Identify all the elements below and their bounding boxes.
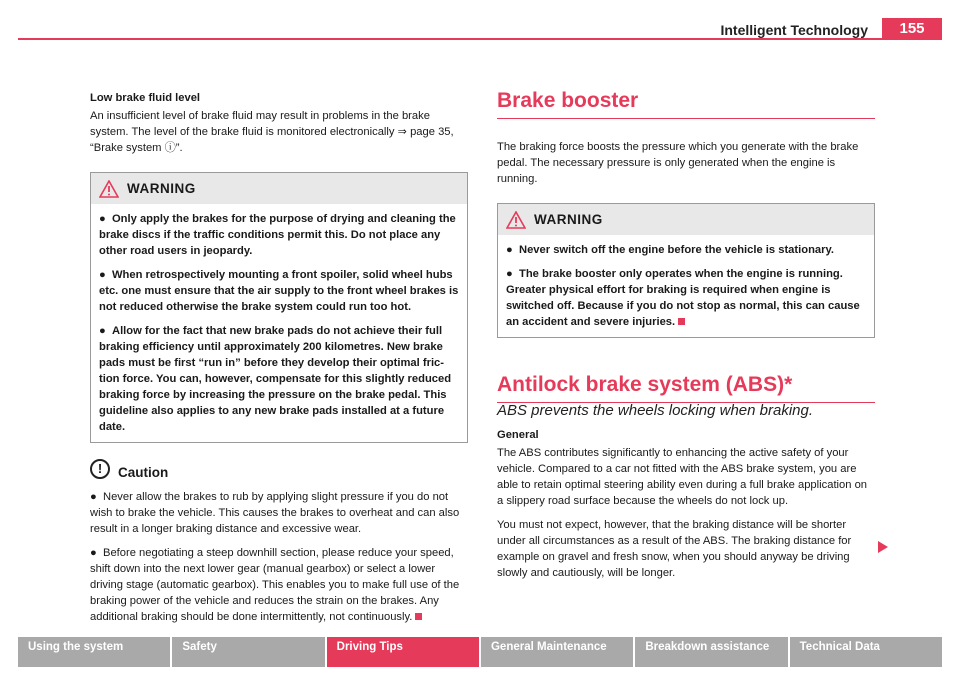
warning-box-left xyxy=(90,172,468,443)
caution-item: ● Before negotiating a steep downhill section, please reduce your speed, shift down into the next lower gear (manual gearbox) or select a lower driving stage (automatic gearbox). This enables you to make full use of the braking power of the vehicle and reduces the strain on the brakes. Any additional braking should be done intermittently, not continuously. xyxy=(90,547,460,623)
tab-general-maintenance[interactable]: General Maintenance xyxy=(481,637,633,667)
general-paragraph: You must not expect, however, that the braking distance will be shorter under all circumstances as a result of the ABS. The braking distance for example on gravel and fresh snow, when you should anyway be driving slowly and cautiously, will be longer. xyxy=(497,519,852,579)
warning-triangle-icon xyxy=(99,180,119,198)
bottom-nav xyxy=(18,637,942,667)
warning-header xyxy=(498,204,874,235)
general-paragraph: The ABS contributes significantly to enhancing the active safety of your vehicle. Compared to a car not fitted with the ABS brake system, you are able to retain optimal steering ability even during a full brake application on a slippery road surface because the wheels do not lock up. xyxy=(497,447,868,507)
warning-triangle-icon xyxy=(506,211,526,229)
low-fluid-text: An insufficient level of brake fluid may result in problems in the brake system. The level of the brake fluid is monitored electronically ⇒ page 35, “Brake system ⓘ”. xyxy=(90,110,454,154)
tab-using-the-system[interactable]: Using the system xyxy=(18,637,170,667)
next-page-arrow-icon[interactable] xyxy=(877,540,889,554)
caution-title: Caution xyxy=(118,465,169,480)
warning-header xyxy=(91,173,467,204)
warning-title: WARNING xyxy=(127,181,196,196)
end-of-section-icon xyxy=(415,613,422,620)
left-column xyxy=(90,90,468,633)
warning-item: ● Allow for the fact that new brake pads do not achieve their full braking efficiency until approximately 200 kilometres. New brake pads must be first “run in” before they develop their optimal fric- tion force. You can, however, compensate for this slightly reduced braking force by increasing the pressure on the brake pedal. This guideline also applies to any new brake pads installed at a future date. xyxy=(99,325,452,433)
page-number: 155 xyxy=(882,18,942,40)
caution-item: ● Never allow the brakes to rub by applying slight pressure if you do not wish to brake the vehicle. This causes the brakes to overheat and can also result in a longer braking distance and excessive wear. xyxy=(90,491,460,535)
warning-box-right xyxy=(497,203,875,338)
abs-subtitle: ABS prevents the wheels locking when braking. xyxy=(497,402,814,419)
general-heading: General xyxy=(497,429,539,441)
warning-item: ● Only apply the brakes for the purpose of drying and cleaning the brake discs if the traffic conditions permit this. Do not place any other road users in jeopardy. xyxy=(99,213,456,257)
caution-exclamation-icon: ! xyxy=(90,459,110,479)
section-title-brake-booster: Brake booster xyxy=(497,90,875,119)
booster-text: The braking force boosts the pressure which you generate with the brake pedal. The necessary pressure is only generated when the engine is running. xyxy=(497,141,859,185)
tab-safety[interactable]: Safety xyxy=(172,637,324,667)
tab-breakdown-assistance[interactable]: Breakdown assistance xyxy=(635,637,787,667)
tab-driving-tips[interactable]: Driving Tips xyxy=(327,637,479,667)
page-title: Intelligent Technology xyxy=(720,22,868,38)
tab-technical-data[interactable]: Technical Data xyxy=(790,637,942,667)
low-fluid-heading: Low brake fluid level xyxy=(90,92,201,104)
warning-item: ● When retrospectively mounting a front spoiler, solid wheel hubs etc. one must ensure that the air supply to the front wheel brakes is not reduced otherwise the brake system could run too hot. xyxy=(99,269,459,313)
right-column xyxy=(497,90,875,589)
warning-body xyxy=(91,204,467,442)
caution-header xyxy=(90,457,468,481)
section-title-abs: Antilock brake system (ABS)* xyxy=(497,374,875,403)
warning-title: WARNING xyxy=(534,212,603,227)
warning-item: ● Never switch off the engine before the vehicle is stationary. xyxy=(506,244,834,256)
header-rule xyxy=(18,38,942,40)
end-of-section-icon xyxy=(678,318,685,325)
warning-item: ● The brake booster only operates when the engine is running. Greater physical effort for braking is required when engine is switched off. Because if you do not stop as normal, this can cause an accident and severe injuries. xyxy=(506,268,860,328)
warning-body xyxy=(498,235,874,337)
